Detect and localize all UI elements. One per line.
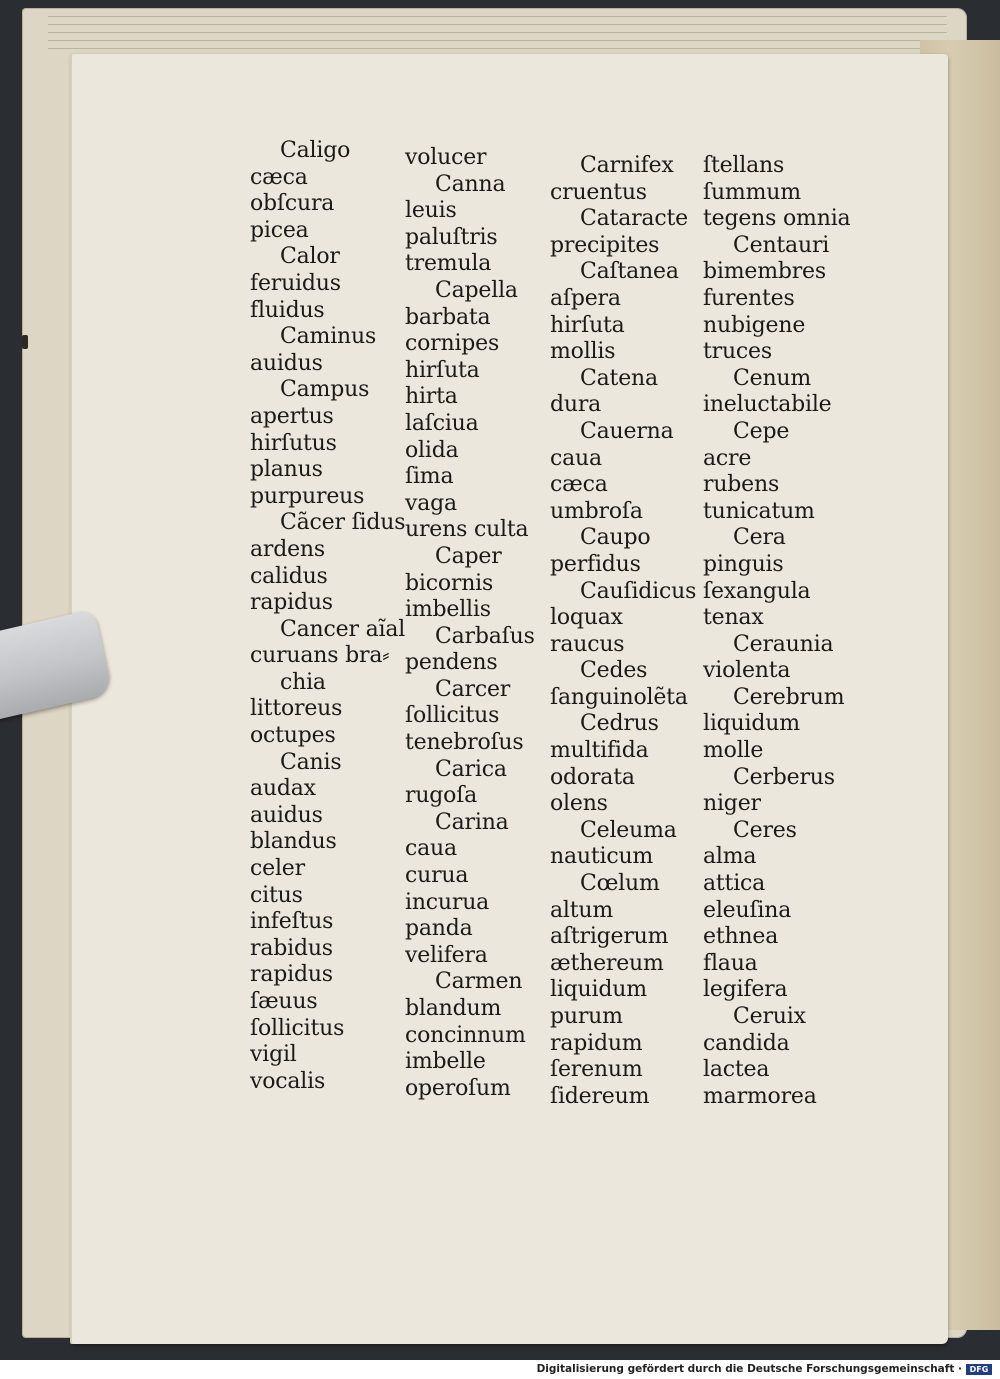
epithet: æthereum	[550, 950, 664, 976]
epithet: multifida	[550, 738, 649, 764]
epithet: auidus	[250, 350, 323, 376]
epithet: rabidus	[250, 935, 333, 961]
headword: Capella	[435, 277, 518, 303]
epithet: obſcura	[250, 191, 335, 217]
epithet: molle	[703, 738, 764, 764]
epithet: ſæuus	[250, 989, 318, 1014]
epithet: aſtrigerum	[550, 924, 669, 950]
epithet: ſexangula	[703, 578, 811, 604]
epithet: leuis	[405, 198, 457, 224]
epithet: apertus	[250, 403, 334, 429]
epithet: nauticum	[550, 844, 654, 870]
dfg-logo-icon: DFG	[966, 1364, 992, 1375]
headword: Carbaſus	[435, 623, 535, 649]
epithet: fluidus	[250, 297, 325, 323]
epithet: rapidum	[550, 1030, 643, 1056]
epithet: audax	[250, 776, 316, 802]
epithet: violenta	[703, 658, 791, 684]
epithet: attica	[703, 871, 766, 897]
epithet: panda	[405, 916, 473, 942]
epithet: nubigene	[703, 312, 806, 338]
epithet: furentes	[703, 285, 795, 311]
epithet: citus	[250, 882, 303, 908]
epithet: cæca	[550, 472, 608, 498]
epithet: vocalis	[250, 1068, 326, 1094]
epithet: blandum	[405, 996, 502, 1021]
headword: Cancer aĩal	[280, 616, 406, 642]
headword: Canis	[280, 749, 342, 775]
epithet: candida	[703, 1030, 790, 1056]
headword: Cedrus	[580, 711, 659, 737]
epithet: aſpera	[550, 285, 621, 311]
epithet: infeſtus	[250, 909, 334, 935]
headword: Cera	[733, 525, 786, 551]
epithet: tremula	[405, 251, 492, 277]
epithet: rugoſa	[405, 783, 478, 809]
epithet: velifera	[405, 942, 488, 968]
epithet: ſidereum	[550, 1083, 650, 1109]
epithet: truces	[703, 339, 772, 365]
epithet: liquidum	[703, 711, 800, 737]
epithet: volucer	[405, 145, 487, 170]
epithet: tenebroſus	[405, 730, 524, 756]
epithet: purpureus	[250, 483, 365, 509]
headword: Ceraunia	[733, 631, 834, 657]
epithet: hirſutus	[250, 430, 337, 456]
headword: Centauri	[733, 232, 830, 258]
epithet: alma	[703, 844, 757, 870]
epithet: ſtellans	[703, 153, 785, 178]
headword: Cataracte	[580, 206, 688, 232]
headword: Cerberus	[733, 764, 835, 790]
headword: Cœlum	[580, 871, 660, 897]
epithet: hirſuta	[550, 312, 625, 338]
epithet: vigil	[250, 1042, 297, 1068]
epithet: ſanguinolẽta	[550, 684, 688, 710]
epithet: imbelle	[405, 1049, 486, 1075]
epithet: mollis	[550, 339, 616, 365]
epithet: ſummum	[703, 179, 801, 205]
epithet: ardens	[250, 536, 325, 562]
footer-bar	[0, 1360, 1000, 1379]
epithet: bimembres	[703, 259, 826, 285]
epithet: ethnea	[703, 924, 779, 950]
epithet: acre	[703, 445, 752, 471]
epithet: raucus	[550, 631, 625, 657]
epithet: tenax	[703, 605, 764, 631]
epithet: imbellis	[405, 597, 491, 623]
headword: Campus	[280, 377, 370, 403]
epithet: ſerenum	[550, 1057, 643, 1083]
headword: Carnifex	[580, 153, 674, 178]
epithet: operoſum	[405, 1075, 511, 1101]
epithet: littoreus	[250, 696, 343, 722]
word-column-3	[550, 153, 696, 1110]
headword: Ceres	[733, 817, 797, 843]
epithet: barbata	[405, 304, 491, 330]
epithet: liquidum	[550, 977, 647, 1003]
epithet: picea	[250, 217, 309, 243]
headword: Caſtanea	[580, 259, 679, 285]
epithet: cruentus	[550, 179, 647, 205]
headword: Cauerna	[580, 418, 674, 444]
epithet: flaua	[703, 950, 758, 976]
headword: Celeuma	[580, 817, 677, 843]
epithet: caua	[550, 445, 602, 471]
epithet: paluſtris	[405, 224, 498, 250]
epithet: curua	[405, 863, 469, 889]
epithet: pinguis	[703, 551, 784, 577]
epithet: perfidus	[550, 551, 641, 577]
epithet: calidus	[250, 563, 328, 589]
headword: Cepe	[733, 418, 790, 444]
epithet: blandus	[250, 829, 337, 855]
headword: Calor	[280, 244, 340, 270]
headword: Catena	[580, 365, 658, 391]
epithet: cornipes	[405, 331, 500, 357]
word-column-4	[703, 153, 850, 1110]
headword: Cãcer ſidus	[280, 510, 406, 536]
epithet: feruidus	[250, 270, 341, 296]
headword: Ceruix	[733, 1004, 806, 1029]
epithet: auidus	[250, 802, 323, 828]
epithet: celer	[250, 856, 305, 882]
epithet: tegens omnia	[703, 206, 851, 232]
word-column-2	[405, 145, 535, 1102]
epithet: urens culta	[405, 517, 529, 543]
epithet: pendens	[405, 650, 498, 676]
epithet: eleuſina	[703, 897, 792, 923]
epithet: hirta	[405, 384, 458, 410]
headword: Canna	[435, 171, 506, 197]
epithet: planus	[250, 457, 323, 483]
epithet: olida	[405, 437, 459, 463]
headword: Carmen	[435, 969, 523, 995]
epithet: incurua	[405, 889, 490, 915]
margin-mark	[22, 335, 28, 349]
epithet: marmorea	[703, 1083, 817, 1109]
headword: Caupo	[580, 525, 651, 551]
word-column-1	[250, 138, 405, 1095]
epithet: ineluctabile	[703, 392, 832, 418]
epithet: olens	[550, 791, 608, 817]
epithet: bicornis	[405, 570, 494, 596]
epithet: octupes	[250, 723, 336, 749]
headword: Cauſidicus	[580, 578, 697, 604]
headword: Cedes	[580, 658, 648, 684]
headword: Cenum	[733, 365, 812, 391]
epithet: concinnum	[405, 1022, 526, 1048]
epithet: loquax	[550, 605, 623, 631]
headword: Carica	[435, 756, 507, 782]
headword: Caminus	[280, 324, 377, 350]
epithet: precipites	[550, 232, 660, 258]
epithet: altum	[550, 897, 614, 923]
epithet: umbroſa	[550, 498, 643, 524]
headword: Caligo	[280, 138, 351, 163]
epithet: caua	[405, 836, 457, 862]
epithet: rapidus	[250, 962, 333, 988]
epithet: ſollicitus	[250, 1015, 345, 1041]
headword: Carina	[435, 809, 509, 835]
epithet: rapidus	[250, 590, 333, 616]
headword: Cerebrum	[733, 684, 845, 710]
epithet: rubens	[703, 472, 780, 498]
epithet: lactea	[703, 1057, 770, 1083]
epithet: ſima	[405, 464, 454, 490]
epithet: dura	[550, 392, 602, 418]
headword: Carcer	[435, 676, 511, 702]
headword: Caper	[435, 543, 502, 569]
epithet: ſollicitus	[405, 703, 500, 729]
funding-credit: Digitalisierung gefördert durch die Deutsche Forschungsgemeinschaft ·	[536, 1363, 962, 1375]
epithet: cæca	[250, 164, 308, 190]
epithet: tunicatum	[703, 498, 815, 524]
epithet: niger	[703, 791, 761, 817]
epithet: laſciua	[405, 410, 479, 436]
epithet: curuans bra⸗	[250, 643, 390, 669]
headword: chia	[280, 669, 326, 695]
epithet: purum	[550, 1004, 623, 1029]
epithet: odorata	[550, 764, 635, 790]
epithet: vaga	[405, 490, 457, 516]
epithet: hirſuta	[405, 357, 480, 383]
epithet: legifera	[703, 977, 788, 1003]
